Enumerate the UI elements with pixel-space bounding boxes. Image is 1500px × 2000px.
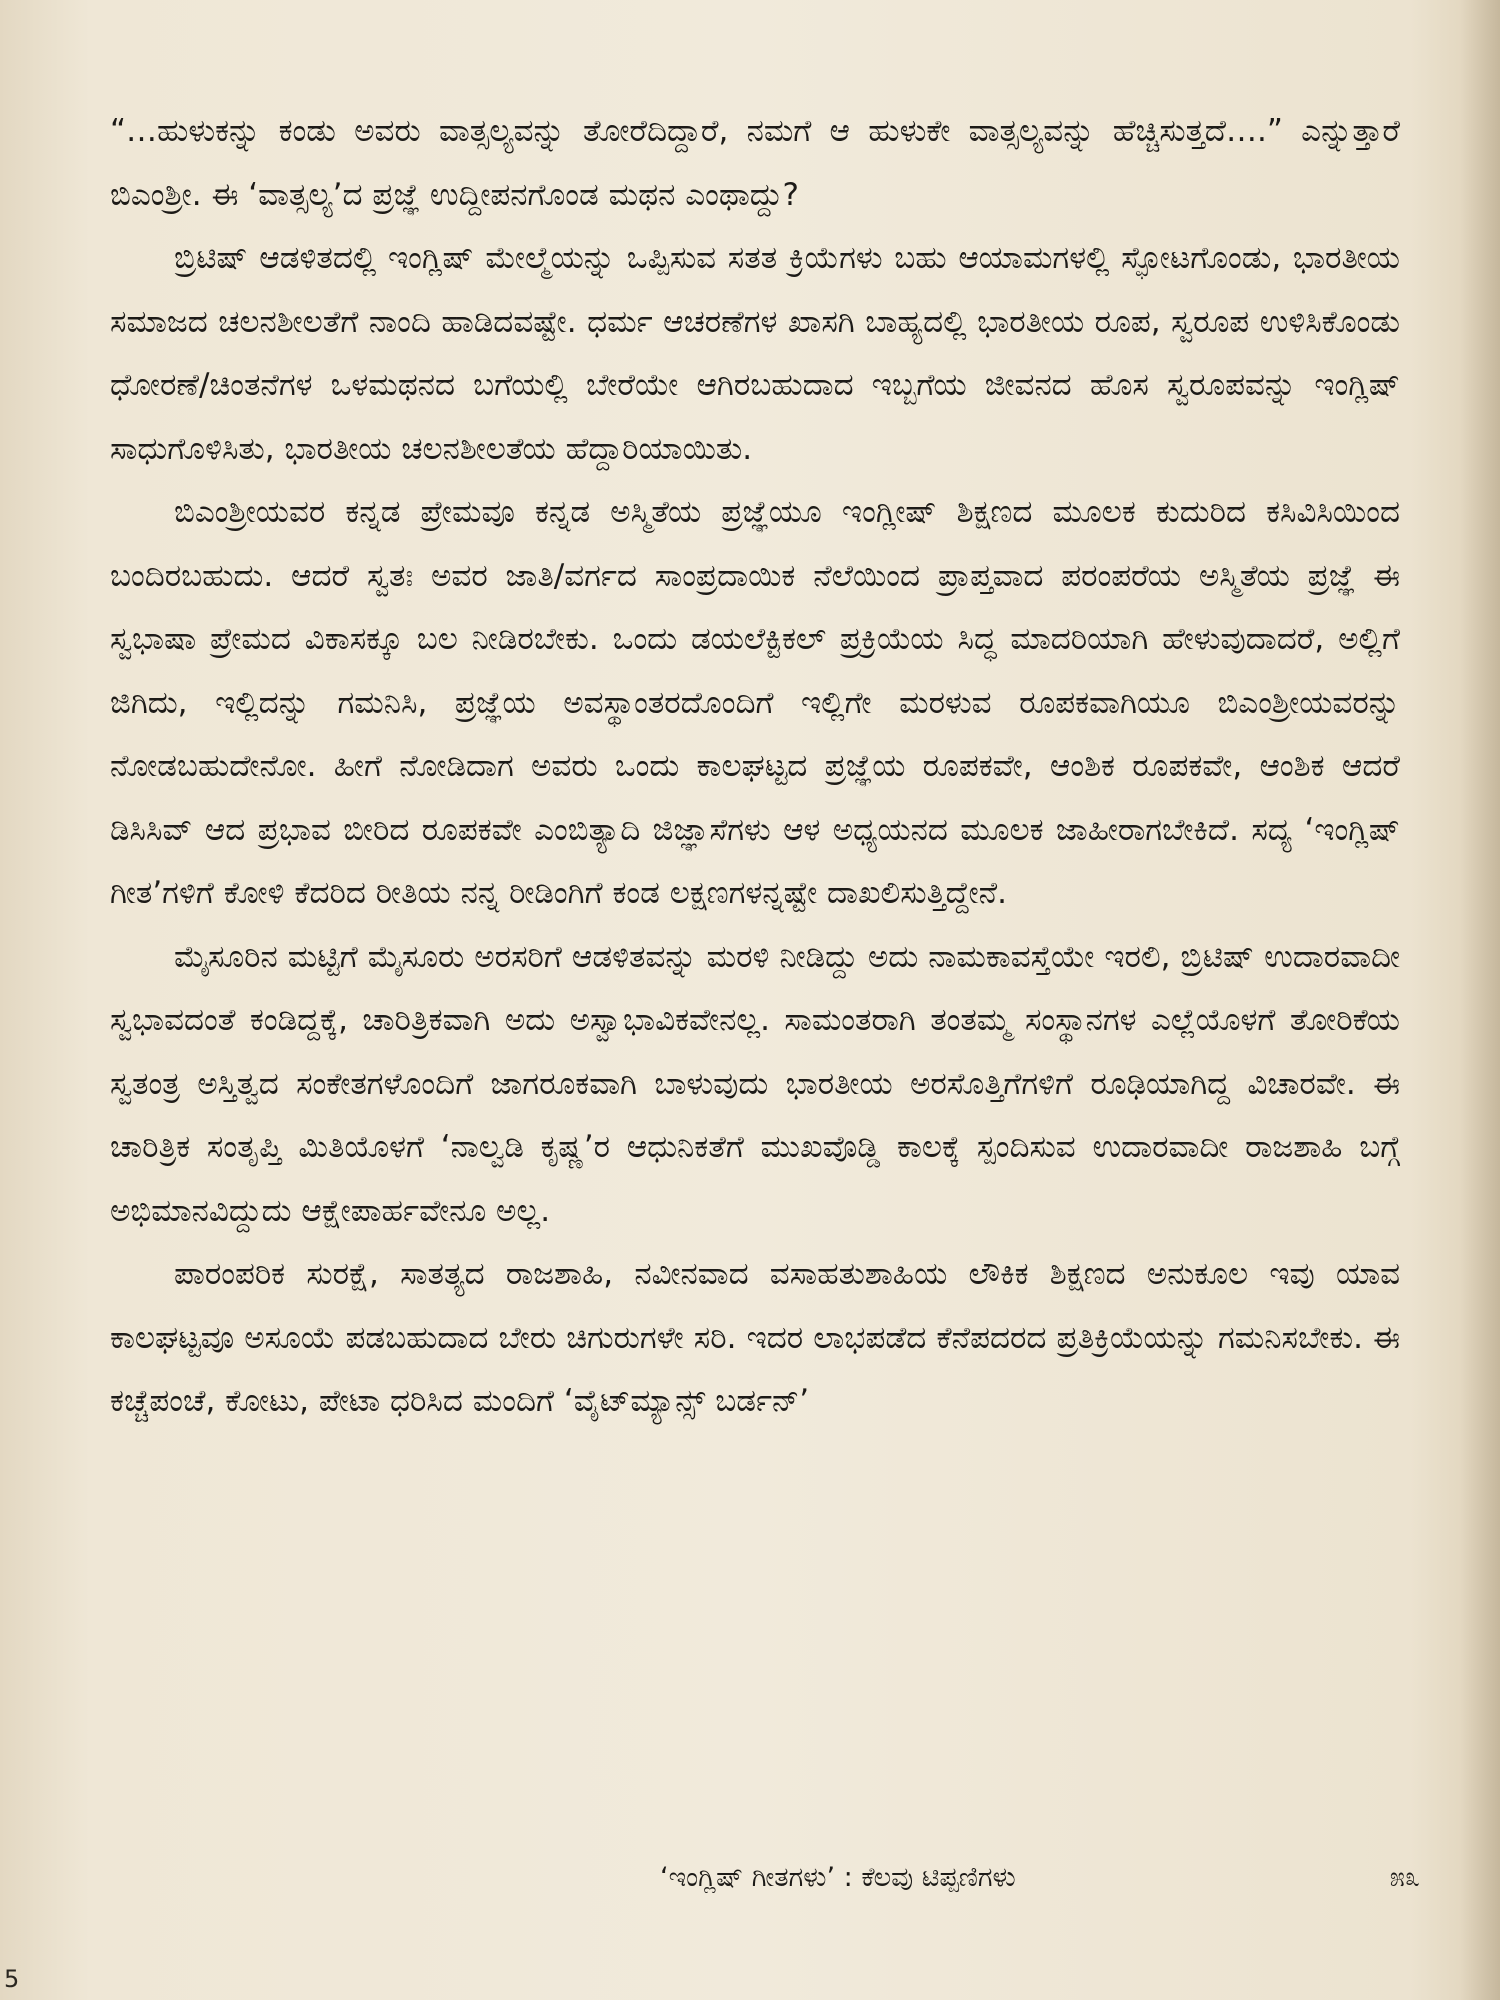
page-number: ೫೩: [1389, 1862, 1420, 1893]
paragraph-2: ಬ್ರಿಟಿಷ್ ಆಡಳಿತದಲ್ಲಿ ಇಂಗ್ಲಿಷ್ ಮೇಲ್ಮೆಯನ್ನು ಒಪ್ಪಿಸುವ ಸತತ ಕ್ರಿಯೆಗಳು ಬಹು ಆಯಾಮಗಳಲ್ಲಿ ಸ್ಫೋಟಗೊಂಡು, ಭಾರತೀಯ ಸಮಾಜದ ಚಲನಶೀಲತೆಗೆ ನಾಂದಿ ಹಾಡಿದವಷ್ಟೇ. ಧರ್ಮ ಆಚರಣೆಗಳ ಖಾಸಗಿ ಬಾಹ್ಯದಲ್ಲಿ ಭಾರತೀಯ ರೂಪ, ಸ್ವರೂಪ ಉಳಿಸಿಕೊಂಡು ಧೋರಣೆ/ಚಿಂತನೆಗಳ ಒಳಮಥನದ ಬಗೆಯಲ್ಲಿ ಬೇರೆಯೇ ಆಗಿರಬಹುದಾದ ಇಬ್ಬಗೆಯ ಜೀವನದ ಹೊಸ ಸ್ವರೂಪವನ್ನು ಇಂಗ್ಲಿಷ್ ಸಾಧುಗೊಳಿಸಿತು, ಭಾರತೀಯ ಚಲನಶೀಲತೆಯ ಹೆದ್ದಾರಿಯಾಯಿತು.: [110, 240, 1400, 467]
paragraph-4: ಮೈಸೂರಿನ ಮಟ್ಟಿಗೆ ಮೈಸೂರು ಅರಸರಿಗೆ ಆಡಳಿತವನ್ನು ಮರಳಿ ನೀಡಿದ್ದು ಅದು ನಾಮಕಾವಸ್ತೆಯೇ ಇರಲಿ, ಬ್ರಿಟಿಷ್ ಉದಾರವಾದೀ ಸ್ವಭಾವದಂತೆ ಕಂಡಿದ್ದಕ್ಕೆ, ಚಾರಿತ್ರಿಕವಾಗಿ ಅದು ಅಸ್ವಾಭಾವಿಕವೇನಲ್ಲ. ಸಾಮಂತರಾಗಿ ತಂತಮ್ಮ ಸಂಸ್ಥಾನಗಳ ಎಲ್ಲೆಯೊಳಗೆ ತೋರಿಕೆಯ ಸ್ವತಂತ್ರ ಅಸ್ತಿತ್ವದ ಸಂಕೇತಗಳೊಂದಿಗೆ ಜಾಗರೂಕವಾಗಿ ಬಾಳುವುದು ಭಾರತೀಯ ಅರಸೊತ್ತಿಗೆಗಳಿಗೆ ರೂಢಿಯಾಗಿದ್ದ ವಿಚಾರವೇ. ಈ ಚಾರಿತ್ರಿಕ ಸಂತೃಪ್ತಿ ಮಿತಿಯೊಳಗೆ ‘ನಾಲ್ವಡಿ ಕೃಷ್ಣ’ರ ಆಧುನಿಕತೆಗೆ ಮುಖವೊಡ್ಡಿ ಕಾಲಕ್ಕೆ ಸ್ಪಂದಿಸುವ ಉದಾರವಾದೀ ರಾಜಶಾಹಿ ಬಗ್ಗೆ ಅಭಿಮಾನವಿದ್ದುದು ಆಕ್ಷೇಪಾರ್ಹವೇನೂ ಅಲ್ಲ.: [110, 938, 1400, 1229]
paragraph-3: ಬಿಎಂಶ್ರೀಯವರ ಕನ್ನಡ ಪ್ರೇಮವೂ ಕನ್ನಡ ಅಸ್ಮಿತೆಯ ಪ್ರಜ್ಞೆಯೂ ಇಂಗ್ಲೀಷ್ ಶಿಕ್ಷಣದ ಮೂಲಕ ಕುದುರಿದ ಕಸಿವಿಸಿಯಿಂದ ಬಂದಿರಬಹುದು. ಆದರೆ ಸ್ವತಃ ಅವರ ಜಾತಿ/ವರ್ಗದ ಸಾಂಪ್ರದಾಯಿಕ ನೆಲೆಯಿಂದ ಪ್ರಾಪ್ತವಾದ ಪರಂಪರೆಯ ಅಸ್ಮಿತೆಯ ಪ್ರಜ್ಞೆ ಈ ಸ್ವಭಾಷಾ ಪ್ರೇಮದ ವಿಕಾಸಕ್ಕೂ ಬಲ ನೀಡಿರಬೇಕು. ಒಂದು ಡಯಲೆಕ್ಟಿಕಲ್ ಪ್ರಕ್ರಿಯೆಯ ಸಿದ್ಧ ಮಾದರಿಯಾಗಿ ಹೇಳುವುದಾದರೆ, ಅಲ್ಲಿಗೆ ಜಿಗಿದು, ಇಲ್ಲಿದನ್ನು ಗಮನಿಸಿ, ಪ್ರಜ್ಞೆಯ ಅವಸ್ಥಾಂತರದೊಂದಿಗೆ ಇಲ್ಲಿಗೇ ಮರಳುವ ರೂಪಕವಾಗಿಯೂ ಬಿಎಂಶ್ರೀಯವರನ್ನು ನೋಡಬಹುದೇನೋ. ಹೀಗೆ ನೋಡಿದಾಗ ಅವರು ಒಂದು ಕಾಲಘಟ್ಟದ ಪ್ರಜ್ಞೆಯ ರೂಪಕವೇ, ಆಂಶಿಕ ರೂಪಕವೇ, ಆಂಶಿಕ ಆದರೆ ಡಿಸಿಸಿವ್ ಆದ ಪ್ರಭಾವ ಬೀರಿದ ರೂಪಕವೇ ಎಂಬಿತ್ಯಾದಿ ಜಿಜ್ಞಾಸೆಗಳು ಆಳ ಅಧ್ಯಯನದ ಮೂಲಕ ಜಾಹೀರಾಗಬೇಕಿದೆ. ಸದ್ಯ ‘ಇಂಗ್ಲಿಷ್ ಗೀತ’ಗಳಿಗೆ ಕೋಳಿ ಕೆದರಿದ ರೀತಿಯ ನನ್ನ ರೀಡಿಂಗಿಗೆ ಕಂಡ ಲಕ್ಷಣಗಳನ್ನಷ್ಟೇ ದಾಖಲಿಸುತ್ತಿದ್ದೇನೆ.: [110, 494, 1400, 911]
paragraph-1: “…ಹುಳುಕನ್ನು ಕಂಡು ಅವರು ವಾತ್ಸಲ್ಯವನ್ನು ತೋರೆದಿದ್ದಾರೆ, ನಮಗೆ ಆ ಹುಳುಕೇ ವಾತ್ಸಲ್ಯವನ್ನು ಹೆಚ್ಚಿಸುತ್ತದೆ….” ಎನ್ನುತ್ತಾರೆ ಬಿಎಂಶ್ರೀ. ಈ ‘ವಾತ್ಸಲ್ಯ’ದ ಪ್ರಜ್ಞೆ ಉದ್ದೀಪನಗೊಂಡ ಮಥನ ಎಂಥಾದ್ದು?: [110, 113, 1400, 213]
page-edge-shadow: [1460, 0, 1500, 2000]
page-footer: [660, 1862, 1420, 1894]
running-title: ‘ಇಂಗ್ಲಿಷ್ ಗೀತಗಳು’ : ಕೆಲವು ಟಿಪ್ಪಣಿಗಳು: [660, 1862, 1016, 1893]
paragraph-5: ಪಾರಂಪರಿಕ ಸುರಕ್ಷೆ, ಸಾತತ್ಯದ ರಾಜಶಾಹಿ, ನವೀನವಾದ ವಸಾಹತುಶಾಹಿಯ ಲೌಕಿಕ ಶಿಕ್ಷಣದ ಅನುಕೂಲ ಇವು ಯಾವ ಕಾಲಘಟ್ಟವೂ ಅಸೂಯೆ ಪಡಬಹುದಾದ ಬೇರು ಚಿಗುರುಗಳೇ ಸರಿ. ಇದರ ಲಾಭಪಡೆದ ಕೆನೆಪದರದ ಪ್ರತಿಕ್ರಿಯೆಯನ್ನು ಗಮನಿಸಬೇಕು. ಈ ಕಚ್ಚೆಪಂಚೆ, ಕೋಟು, ಪೇಟಾ ಧರಿಸಿದ ಮಂದಿಗೆ ‘ವೈಟ್‌ಮ್ಯಾನ್ಸ್ ಬರ್ಡನ್’: [110, 1256, 1400, 1419]
body-text: [110, 100, 1400, 1434]
corner-mark: 5: [4, 1965, 20, 1993]
